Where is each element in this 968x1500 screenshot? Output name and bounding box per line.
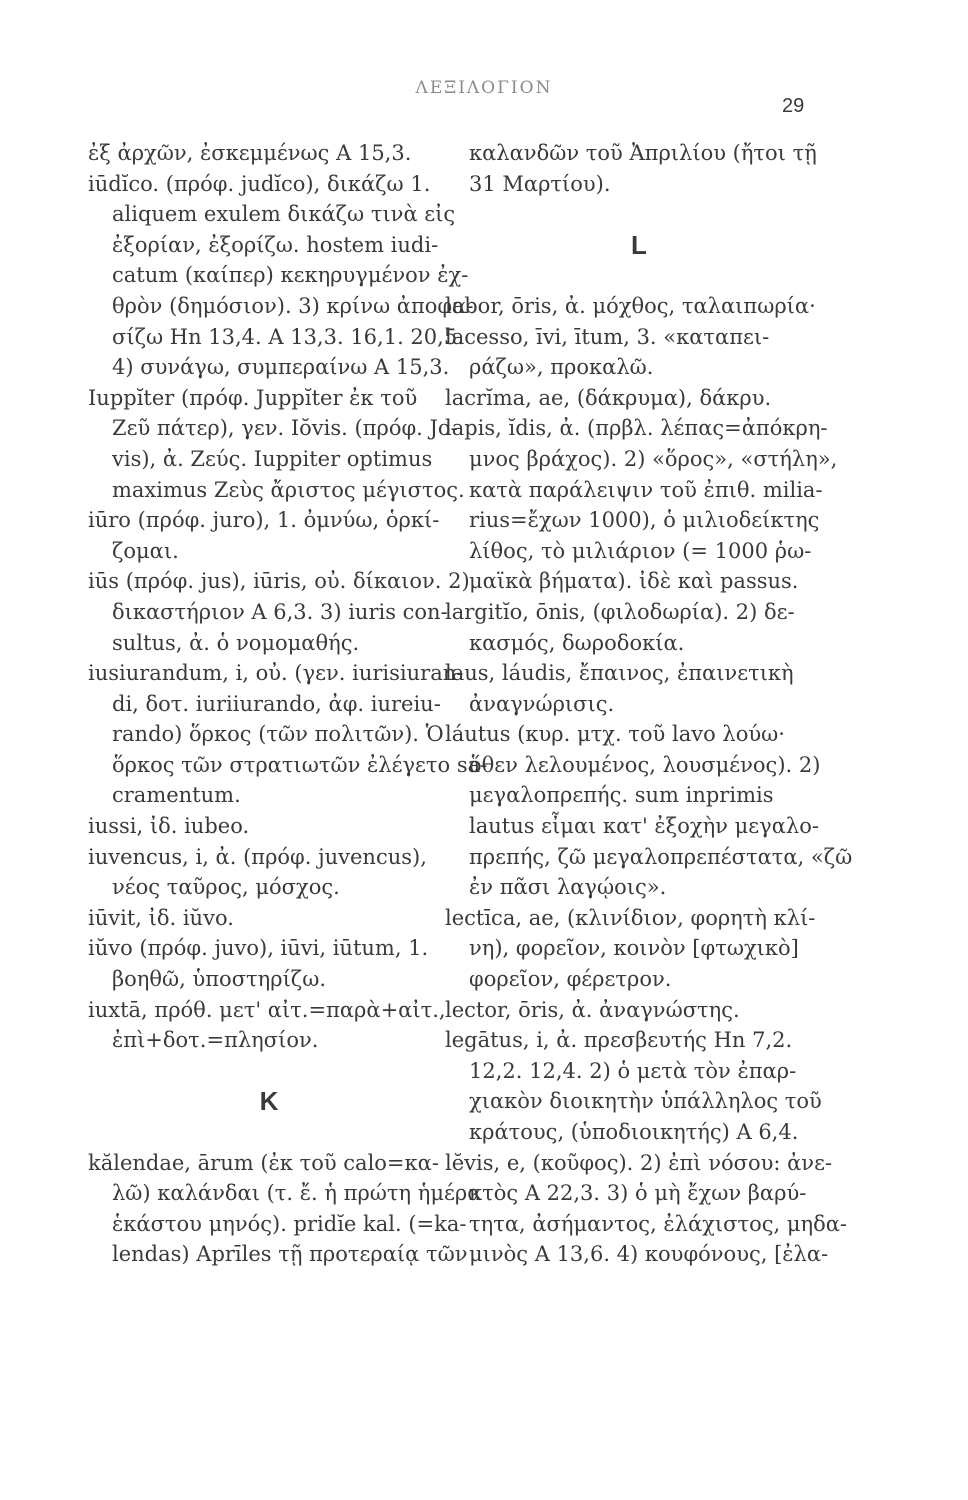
entry-line: iusiurandum, i, οὐ. (γεν. iurisiuran- bbox=[88, 661, 464, 686]
entry-line: iŭvo (πρόφ. juvo), iūvi, iūtum, 1. bbox=[88, 936, 429, 961]
entry-line: largitĭo, ōnis, (φιλοδωρία). 2) δε- bbox=[445, 599, 795, 624]
entry-line: iussi, ἰδ. iubeo. bbox=[88, 814, 250, 839]
section-gap bbox=[445, 199, 833, 230]
entry-line: σίζω Hn 13,4. A 13,3. 16,1. 20,5. bbox=[112, 324, 464, 349]
entry-line: ὅρκος τῶν στρατιωτῶν ἐλέγετο sa- bbox=[112, 752, 488, 777]
entry-line: ἐξορίαν, ἐξορίζω. hostem iudi- bbox=[112, 232, 439, 257]
entry-line: ἐν πᾶσι λαγῴοις». bbox=[469, 875, 667, 900]
entry-line: rando) ὅρκος (τῶν πολιτῶν). Ὁ bbox=[112, 722, 444, 747]
entry-line: lectīca, ae, (κλινίδιον, φορητὴ κλί- bbox=[445, 905, 816, 930]
left-column bbox=[88, 138, 488, 1270]
entry-line: κτὸς A 22,3. 3) ὁ μὴ ἔχων βαρύ- bbox=[469, 1181, 807, 1206]
entry-line: 31 Μαρτίου). bbox=[469, 171, 611, 196]
entry-line: labor, ōris, ἀ. μόχθος, ταλαιπωρία· bbox=[445, 293, 816, 318]
entry-line: βοηθῶ, ὑποστηρίζω. bbox=[112, 967, 326, 992]
entry-line: κατὰ παράλειψιν τοῦ ἐπιθ. milia- bbox=[469, 477, 823, 502]
entry-line: κράτους, (ὑποδιοικητής) A 6,4. bbox=[469, 1120, 799, 1144]
entry-line: φορεῖον, φέρετρον. bbox=[469, 967, 672, 992]
entry-line: μινὸς A 13,6. 4) κουφόνους, [ἐλα- bbox=[469, 1242, 829, 1267]
entry-line: catum (καίπερ) κεκηρυγμένον ἐχ- bbox=[112, 263, 469, 288]
entry-line: iūs (πρόφ. jus), iūris, οὐ. δίκαιον. 2) bbox=[88, 569, 470, 594]
running-title: ΛΕΞΙΛΟΓΙΟΝ bbox=[415, 78, 553, 98]
entry-line: 12,2. 12,4. 2) ὁ μετὰ τὸν ἐπαρ- bbox=[469, 1058, 797, 1083]
entry-line: ἐπὶ+δοτ.=πλησίον. bbox=[112, 1028, 319, 1053]
entry-line: aliquem exulem δικάζω τινὰ εἰς bbox=[112, 202, 456, 227]
section-heading-l: L bbox=[631, 229, 647, 260]
entry-line: láutus (κυρ. μτχ. τοῦ lavo λούω· bbox=[445, 722, 785, 747]
entry-line: rius=ἔχων 1000), ὁ μιλιοδείκτης bbox=[469, 508, 820, 533]
entry-line: lĕvis, e, (κοῦφος). 2) ἐπὶ νόσου: ἀνε- bbox=[445, 1150, 833, 1175]
section-gap bbox=[88, 1056, 440, 1087]
entry-line: lautus εἶμαι κατ' ἐξοχὴν μεγαλο- bbox=[469, 814, 819, 839]
entry-line: lacrĭma, ae, (δάκρυμα), δάκρυ. bbox=[445, 385, 772, 410]
entry-line: μνος βράχος). 2) «ὅρος», «στήλη», bbox=[469, 446, 838, 471]
entry-line: legātus, i, ἀ. πρεσβευτής Hn 7,2. bbox=[445, 1028, 793, 1053]
entry-line: πρεπής, ζῶ μεγαλοπρεπέστατα, «ζῶ bbox=[469, 844, 853, 869]
entry-line: 4) συνάγω, συμπεραίνω A 15,3. bbox=[112, 355, 450, 380]
entry-line: ἑκάστου μηνός). pridĭe kal. (=ka- bbox=[112, 1211, 467, 1236]
entry-line: μαϊκὰ βήματα). ἰδὲ καὶ passus. bbox=[469, 569, 799, 594]
entry-line: iūro (πρόφ. juro), 1. ὀμνύω, ὁρκί- bbox=[88, 508, 440, 533]
entry-line: κασμός, δωροδοκία. bbox=[469, 630, 685, 655]
entry-line: μεγαλοπρεπής. sum inprimis bbox=[469, 783, 774, 808]
entry-line: λῶ) καλάνδαι (τ. ἔ. ἡ πρώτη ἡμέρα bbox=[112, 1181, 482, 1206]
entry-line: di, δοτ. iuriiurando, ἀφ. iureiu- bbox=[112, 691, 441, 716]
entry-line: ράζω», προκαλῶ. bbox=[469, 355, 654, 380]
entry-line: lector, ōris, ἀ. ἀναγνώστης. bbox=[445, 997, 740, 1022]
entry-line: lendas) Aprīles τῇ προτεραίᾳ τῶν bbox=[112, 1242, 468, 1267]
entry-line: lacesso, īvi, ītum, 3. «καταπει- bbox=[445, 324, 770, 349]
entry-line: kălendae, ārum (ἐκ τοῦ calo=κα- bbox=[88, 1150, 439, 1175]
entry-line: δικαστήριον A 6,3. 3) iuris con- bbox=[112, 599, 448, 624]
entry-line: maximus Ζεὺς ἄριστος μέγιστος. bbox=[112, 477, 465, 502]
right-column bbox=[445, 138, 853, 1270]
entry-line: ἀναγνώρισις. bbox=[469, 691, 615, 716]
entry-line: iūvit, ἰδ. iŭvo. bbox=[88, 905, 234, 930]
entry-line: ὅθεν λελουμένος, λουσμένος). 2) bbox=[469, 752, 821, 777]
entry-line: Iuppĭter (πρόφ. Juppĭter ἐκ τοῦ bbox=[88, 385, 418, 410]
entry-line: λίθος, τὸ μιλιάριον (= 1000 ῥω- bbox=[469, 538, 812, 563]
section-heading-k: K bbox=[259, 1086, 279, 1117]
entry-line: lapis, ĭdis, ἀ. (πρβλ. λέπας=ἀπόκρη- bbox=[445, 416, 828, 441]
section-gap bbox=[445, 260, 833, 291]
entry-line: iuxtā, πρόθ. μετ' αἰτ.=παρὰ+αἰτ., bbox=[88, 997, 446, 1022]
entry-line: ἐξ ἀρχῶν, ἐσκεμμένως A 15,3. bbox=[88, 141, 412, 165]
entry-line: laus, láudis, ἔπαινος, ἐπαινετικὴ bbox=[445, 661, 794, 686]
entry-line: νέος ταῦρος, μόσχος. bbox=[112, 875, 340, 900]
section-gap bbox=[88, 1117, 440, 1148]
entry-line: vis), ἀ. Ζεύς. Iuppiter optimus bbox=[112, 446, 433, 471]
entry-line: νη), φορεῖον, κοινὸν [φτωχικὸ] bbox=[469, 936, 799, 961]
entry-line: καλανδῶν τοῦ Ἀπριλίου (ἤτοι τῇ bbox=[469, 141, 817, 165]
entry-line: χιακὸν διοικητὴν ὑπάλληλος τοῦ bbox=[469, 1089, 822, 1114]
entry-line: θρὸν (δημόσιον). 3) κρίνω ἀποφα- bbox=[112, 293, 474, 318]
entry-line: sultus, ἀ. ὁ νομομαθής. bbox=[112, 630, 360, 655]
entry-line: τητα, ἀσήμαντος, ἐλάχιστος, μηδα- bbox=[469, 1211, 847, 1236]
entry-line: iūdĭco. (πρόφ. judĭco), δικάζω 1. bbox=[88, 171, 431, 196]
page-number: 29 bbox=[782, 95, 805, 117]
entry-line: ζομαι. bbox=[112, 538, 179, 563]
entry-line: iuvencus, i, ἀ. (πρόφ. juvencus), bbox=[88, 844, 427, 869]
entry-line: cramentum. bbox=[112, 783, 241, 808]
entry-line: Ζεῦ πάτερ), γεν. Iŏvis. (πρόφ. Jo- bbox=[112, 416, 458, 441]
